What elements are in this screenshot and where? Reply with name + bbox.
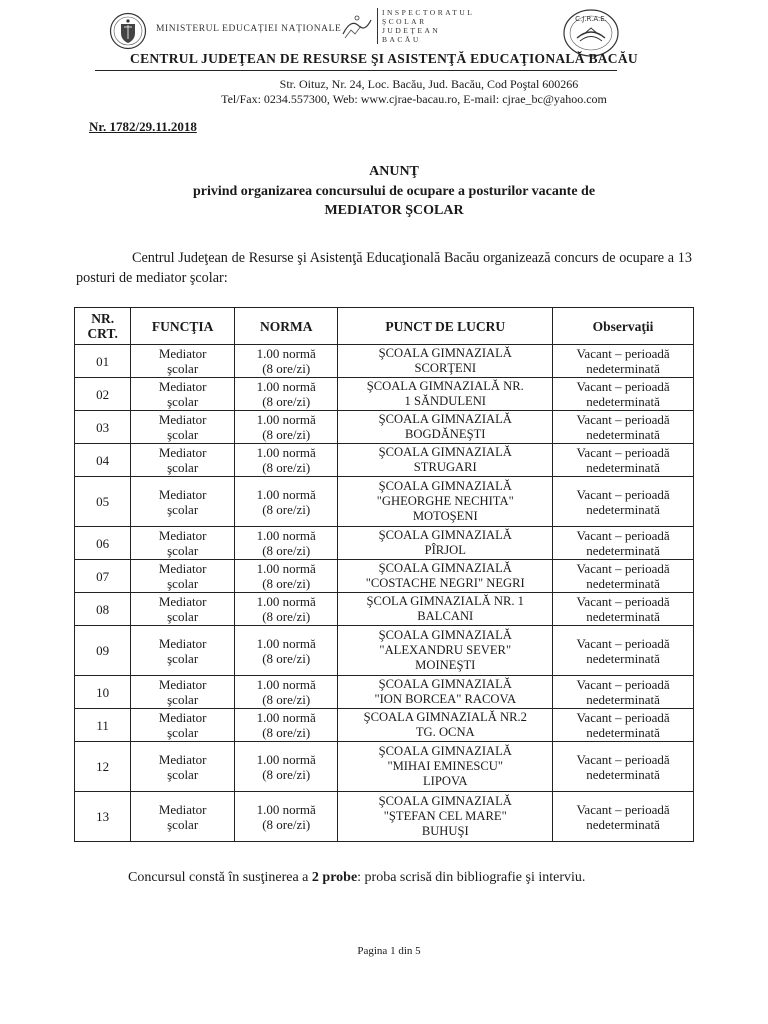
cell-norma-line: (8 ore/zi): [262, 816, 311, 832]
cell-norma-line: 1.00 normă: [256, 379, 316, 394]
cell-observatii-line: Vacant – perioadă: [576, 677, 670, 692]
cell-observatii-line: nedeterminată: [586, 609, 660, 624]
cell-functia: [131, 444, 235, 477]
cell-punct-de-lucru-line: MOINEŞTI: [415, 658, 476, 672]
cell-punct-de-lucru: [338, 593, 553, 626]
cell-punct-de-lucru: [338, 477, 553, 527]
cell-functia: [131, 593, 235, 626]
cell-punct-de-lucru-line: ŞCOALA GIMNAZIALĂ: [378, 561, 512, 575]
cell-observatii-line: Vacant – perioadă: [576, 445, 670, 460]
cell-functia-line: Mediator: [158, 677, 207, 692]
exam-description: [128, 870, 585, 886]
cell-observatii-line: Vacant – perioadă: [576, 412, 670, 427]
cell-functia-line: Mediator: [158, 594, 207, 609]
cell-observatii: [553, 527, 694, 560]
cell-punct-de-lucru-line: ŞCOALA GIMNAZIALĂ: [378, 445, 512, 459]
cell-punct-de-lucru-line: PÎRJOL: [424, 543, 466, 557]
intro-paragraph: Centrul Judeţean de Resurse şi Asistenţă Educaţională Bacău organizează concurs de ocupare a 13 posturi de mediator şcolar:: [76, 250, 692, 286]
positions-table: [74, 307, 694, 842]
header-divider: [95, 70, 617, 71]
header-norma: NORMA: [235, 308, 338, 345]
cell-norma-line: 1.00 normă: [256, 751, 316, 767]
table-row: [75, 477, 694, 527]
cell-observatii: [553, 742, 694, 792]
cell-punct-de-lucru-line: ŞCOALA GIMNAZIALĂ: [378, 412, 512, 426]
cell-norma-line: (8 ore/zi): [262, 650, 311, 666]
cell-punct-de-lucru: [338, 345, 553, 378]
cell-observatii-line: nedeterminată: [586, 692, 660, 707]
cell-punct-de-lucru-line: ŞCOLA GIMNAZIALĂ NR. 1: [366, 594, 524, 608]
position-title: MEDIATOR ŞCOLAR: [324, 203, 464, 218]
cell-norma-line: (8 ore/zi): [262, 460, 311, 475]
cell-observatii-line: nedeterminată: [586, 501, 660, 517]
cell-punct-de-lucru: [338, 378, 553, 411]
header-observatii: Observaţii: [553, 308, 694, 345]
isj-line: INSPECTORATUL: [382, 8, 475, 17]
cell-observatii-line: nedeterminată: [586, 816, 660, 832]
cell-functia: [131, 345, 235, 378]
cell-punct-de-lucru-line: ŞCOALA GIMNAZIALĂ: [378, 794, 512, 808]
cell-functia-line: şcolar: [167, 394, 199, 409]
cell-norma: [235, 378, 338, 411]
cell-norma-line: 1.00 normă: [256, 346, 316, 361]
cell-observatii: [553, 477, 694, 527]
table-row: [75, 792, 694, 842]
cell-functia-line: şcolar: [167, 725, 199, 740]
cell-observatii: [553, 378, 694, 411]
cell-functia-line: Mediator: [158, 445, 207, 460]
cell-functia-line: Mediator: [158, 801, 207, 817]
cell-observatii-line: nedeterminată: [586, 460, 660, 475]
cell-norma-line: (8 ore/zi): [262, 609, 311, 624]
cell-observatii: [553, 676, 694, 709]
cell-norma-line: (8 ore/zi): [262, 394, 311, 409]
cell-functia-line: Mediator: [158, 346, 207, 361]
cell-norma: [235, 411, 338, 444]
cell-norma: [235, 444, 338, 477]
cell-observatii-line: Vacant – perioadă: [576, 528, 670, 543]
cell-functia-line: şcolar: [167, 361, 199, 376]
ministry-name: MINISTERUL EDUCAȚIEI NAȚIONALE: [156, 24, 342, 34]
cell-punct-de-lucru-line: "ŞTEFAN CEL MARE": [383, 809, 507, 823]
cell-functia: [131, 742, 235, 792]
cell-functia: [131, 560, 235, 593]
cell-observatii-line: nedeterminată: [586, 427, 660, 442]
cell-norma: [235, 626, 338, 676]
cell-nr: 04: [75, 444, 131, 477]
cell-norma-line: (8 ore/zi): [262, 692, 311, 707]
table-row: [75, 411, 694, 444]
cell-punct-de-lucru: [338, 676, 553, 709]
romania-coat-of-arms-logo: [109, 12, 147, 50]
cell-punct-de-lucru-line: BUHUŞI: [421, 824, 469, 838]
cell-functia-line: Mediator: [158, 751, 207, 767]
cell-punct-de-lucru: [338, 527, 553, 560]
table-row: [75, 378, 694, 411]
cell-punct-de-lucru-line: "ALEXANDRU SEVER": [379, 643, 512, 657]
table-row: [75, 742, 694, 792]
cell-norma: [235, 742, 338, 792]
cell-punct-de-lucru-line: SCORŢENI: [414, 361, 477, 375]
table-row: [75, 593, 694, 626]
cell-observatii-line: Vacant – perioadă: [576, 346, 670, 361]
cell-observatii: [553, 593, 694, 626]
cell-observatii: [553, 709, 694, 742]
header-punct-de-lucru: PUNCT DE LUCRU: [338, 308, 553, 345]
cell-functia-line: şcolar: [167, 460, 199, 475]
table-row: [75, 444, 694, 477]
cell-punct-de-lucru-line: "GHEORGHE NECHITA": [376, 494, 514, 508]
cell-functia-line: şcolar: [167, 816, 199, 832]
announcement-title: ANUNŢ: [369, 164, 419, 179]
cell-observatii-line: Vacant – perioadă: [576, 594, 670, 609]
cell-functia-line: şcolar: [167, 766, 199, 782]
cell-punct-de-lucru-line: "COSTACHE NEGRI" NEGRI: [365, 576, 525, 590]
table-row: [75, 345, 694, 378]
cell-functia: [131, 709, 235, 742]
cell-punct-de-lucru: [338, 411, 553, 444]
cell-norma-line: (8 ore/zi): [262, 361, 311, 376]
cell-functia: [131, 527, 235, 560]
cell-norma-line: 1.00 normă: [256, 486, 316, 502]
isj-line: ŞCOLAR: [382, 17, 427, 26]
cell-punct-de-lucru-line: 1 SĂNDULENI: [404, 394, 487, 408]
cell-punct-de-lucru-line: BOGDĂNEŞTI: [405, 427, 486, 441]
cell-punct-de-lucru-line: MOTOŞENI: [412, 509, 478, 523]
cell-observatii-line: nedeterminată: [586, 394, 660, 409]
cell-functia: [131, 792, 235, 842]
cell-punct-de-lucru: [338, 626, 553, 676]
cell-norma-line: (8 ore/zi): [262, 501, 311, 517]
cell-functia: [131, 676, 235, 709]
isj-name-block: [377, 8, 474, 44]
cell-norma-line: (8 ore/zi): [262, 576, 311, 591]
cell-observatii-line: Vacant – perioadă: [576, 379, 670, 394]
cell-norma-line: 1.00 normă: [256, 528, 316, 543]
cell-nr: 06: [75, 527, 131, 560]
cell-nr: 03: [75, 411, 131, 444]
cell-punct-de-lucru-line: TG. OCNA: [415, 725, 475, 739]
cell-functia-line: şcolar: [167, 609, 199, 624]
cell-norma-line: (8 ore/zi): [262, 725, 311, 740]
cell-norma: [235, 527, 338, 560]
cell-punct-de-lucru-line: ŞCOALA GIMNAZIALĂ NR.: [366, 379, 524, 393]
header-nr: NR. CRT.: [75, 308, 131, 345]
cell-norma-line: 1.00 normă: [256, 801, 316, 817]
cell-observatii-line: nedeterminată: [586, 725, 660, 740]
cell-punct-de-lucru: [338, 742, 553, 792]
cell-functia-line: şcolar: [167, 427, 199, 442]
cell-norma: [235, 560, 338, 593]
cell-observatii-line: nedeterminată: [586, 650, 660, 666]
cell-punct-de-lucru-line: ŞCOALA GIMNAZIALĂ: [378, 677, 512, 691]
cell-observatii-line: nedeterminată: [586, 543, 660, 558]
cell-functia-line: Mediator: [158, 486, 207, 502]
contact-line: Tel/Fax: 0234.557300, Web: www.cjrae-bacau.ro, E-mail: cjrae_bc@yahoo.com: [221, 92, 607, 106]
table-row: [75, 676, 694, 709]
cell-nr: 10: [75, 676, 131, 709]
cell-norma-line: 1.00 normă: [256, 594, 316, 609]
cell-punct-de-lucru-line: ŞCOALA GIMNAZIALĂ: [378, 346, 512, 360]
cell-norma: [235, 676, 338, 709]
exam-probe-count: 2 probe: [311, 870, 358, 885]
cell-nr: 11: [75, 709, 131, 742]
cell-functia-line: Mediator: [158, 635, 207, 651]
cell-functia-line: Mediator: [158, 710, 207, 725]
table-header-row: [75, 308, 694, 345]
cell-observatii-line: Vacant – perioadă: [576, 751, 670, 767]
cell-observatii-line: Vacant – perioadă: [576, 801, 670, 817]
isj-line: JUDEŢEAN: [382, 26, 441, 35]
cell-norma-line: 1.00 normă: [256, 561, 316, 576]
cell-punct-de-lucru-line: STRUGARI: [413, 460, 477, 474]
cell-norma: [235, 477, 338, 527]
cell-observatii: [553, 792, 694, 842]
cell-punct-de-lucru: [338, 444, 553, 477]
cell-norma-line: (8 ore/zi): [262, 427, 311, 442]
isj-line: BACĂU: [382, 35, 421, 44]
cell-punct-de-lucru-line: BALCANI: [417, 609, 474, 623]
table-row: [75, 560, 694, 593]
cell-observatii: [553, 626, 694, 676]
cell-observatii-line: Vacant – perioadă: [576, 635, 670, 651]
cell-norma-line: (8 ore/zi): [262, 543, 311, 558]
cell-norma-line: 1.00 normă: [256, 710, 316, 725]
cell-functia-line: şcolar: [167, 576, 199, 591]
cell-norma: [235, 593, 338, 626]
cell-observatii-line: Vacant – perioadă: [576, 561, 670, 576]
cell-functia-line: Mediator: [158, 528, 207, 543]
cell-observatii: [553, 560, 694, 593]
cell-punct-de-lucru-line: "MIHAI EMINESCU": [387, 759, 504, 773]
cell-functia-line: Mediator: [158, 561, 207, 576]
cell-norma-line: (8 ore/zi): [262, 766, 311, 782]
cell-nr: 08: [75, 593, 131, 626]
cell-nr: 05: [75, 477, 131, 527]
cell-observatii-line: nedeterminată: [586, 361, 660, 376]
cell-observatii-line: nedeterminată: [586, 766, 660, 782]
address-line: Str. Oituz, Nr. 24, Loc. Bacău, Jud. Bacău, Cod Poştal 600266: [279, 77, 579, 91]
cell-punct-de-lucru-line: ŞCOALA GIMNAZIALĂ NR.2: [363, 710, 527, 724]
page-number: Pagina 1 din 5: [357, 945, 421, 957]
center-name: CENTRUL JUDEŢEAN DE RESURSE ŞI ASISTENŢĂ EDUCAŢIONALĂ BACĂU: [130, 51, 638, 66]
table-row: [75, 709, 694, 742]
header-functia: FUNCŢIA: [131, 308, 235, 345]
cell-functia-line: şcolar: [167, 501, 199, 517]
cell-punct-de-lucru-line: "ION BORCEA" RACOVA: [374, 692, 517, 706]
cell-norma-line: 1.00 normă: [256, 635, 316, 651]
cell-observatii-line: Vacant – perioadă: [576, 710, 670, 725]
cell-norma: [235, 709, 338, 742]
cell-functia-line: Mediator: [158, 379, 207, 394]
cell-nr: 01: [75, 345, 131, 378]
isj-logo: [337, 12, 377, 42]
cell-observatii-line: nedeterminată: [586, 576, 660, 591]
table-row: [75, 626, 694, 676]
table-row: [75, 527, 694, 560]
cell-punct-de-lucru: [338, 792, 553, 842]
cell-norma-line: 1.00 normă: [256, 412, 316, 427]
cell-observatii-line: Vacant – perioadă: [576, 486, 670, 502]
cell-functia: [131, 477, 235, 527]
cell-functia-line: şcolar: [167, 543, 199, 558]
cell-nr: 07: [75, 560, 131, 593]
exam-text: Concursul constă în susţinerea a: [128, 870, 312, 885]
exam-text-end: : proba scrisă din bibliografie şi interviu.: [357, 870, 586, 885]
cell-punct-de-lucru-line: ŞCOALA GIMNAZIALĂ: [378, 479, 512, 493]
cell-nr: 02: [75, 378, 131, 411]
cell-nr: 09: [75, 626, 131, 676]
cell-functia-line: şcolar: [167, 692, 199, 707]
cell-norma-line: 1.00 normă: [256, 677, 316, 692]
cell-punct-de-lucru: [338, 709, 553, 742]
cjrae-logo-text: C.J.R.A.E.: [575, 15, 607, 23]
cell-punct-de-lucru-line: ŞCOALA GIMNAZIALĂ: [378, 744, 512, 758]
cell-observatii: [553, 345, 694, 378]
cell-functia: [131, 411, 235, 444]
cell-nr: 12: [75, 742, 131, 792]
cell-functia: [131, 378, 235, 411]
document-number: Nr. 1782/29.11.2018: [89, 119, 197, 134]
cell-observatii: [553, 411, 694, 444]
announcement-subtitle: privind organizarea concursului de ocupare a posturilor vacante de: [192, 184, 596, 199]
cell-functia-line: Mediator: [158, 412, 207, 427]
cell-nr: 13: [75, 792, 131, 842]
cell-observatii: [553, 444, 694, 477]
cell-punct-de-lucru-line: LIPOVA: [422, 774, 468, 788]
cell-norma-line: 1.00 normă: [256, 445, 316, 460]
cell-functia: [131, 626, 235, 676]
cell-punct-de-lucru-line: ŞCOALA GIMNAZIALĂ: [378, 628, 512, 642]
cell-norma: [235, 345, 338, 378]
cell-punct-de-lucru: [338, 560, 553, 593]
cell-punct-de-lucru-line: ŞCOALA GIMNAZIALĂ: [378, 528, 512, 542]
cell-functia-line: şcolar: [167, 650, 199, 666]
cell-norma: [235, 792, 338, 842]
